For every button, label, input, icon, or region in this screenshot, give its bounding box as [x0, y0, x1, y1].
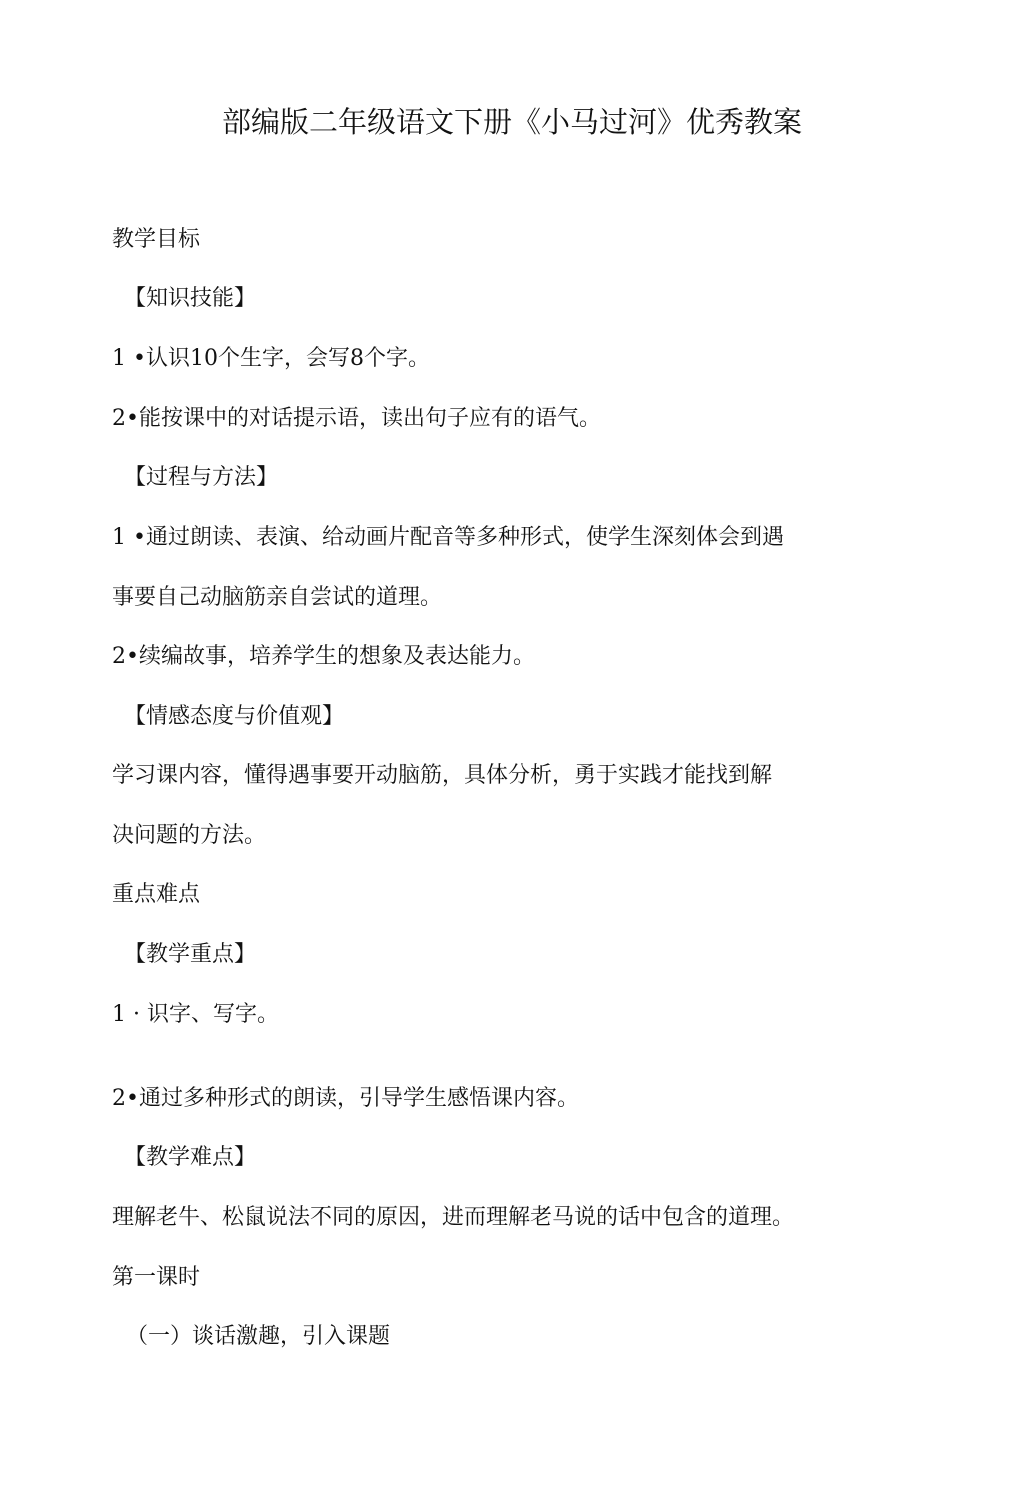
text-line: 2•通过多种形式的朗读，引导学生感悟课内容。 [112, 1086, 579, 1111]
text-line: 1 •认识10个生字，会写8个字。 [112, 346, 430, 371]
text-line: 理解老牛、松鼠说法不同的原因，进而理解老马说的话中包含的道理。 [112, 1205, 795, 1230]
text-line: 学习课内容，懂得遇事要开动脑筋，具体分析，勇于实践才能找到解 [112, 763, 773, 788]
text-line: 1 •通过朗读、表演、给动画片配音等多种形式，使学生深刻体会到遇 [112, 525, 784, 550]
subheading-teaching-difficulty: 【教学难点】 [124, 1145, 257, 1170]
document-title: 部编版二年级语文下册《小马过河》优秀教案 [221, 105, 802, 139]
section-heading-first-lesson: 第一课时 [112, 1265, 201, 1290]
section-heading-teaching-goals: 教学目标 [112, 227, 201, 252]
subheading-process-method: 【过程与方法】 [124, 465, 279, 490]
text-line: 2•能按课中的对话提示语，读出句子应有的语气。 [112, 406, 601, 431]
text-line: 2•续编故事，培养学生的想象及表达能力。 [112, 644, 535, 669]
text-line: 决问题的方法。 [112, 823, 267, 848]
subheading-introduction: （一）谈话激趣，引入课题 [126, 1324, 391, 1349]
subheading-teaching-focus: 【教学重点】 [124, 942, 257, 967]
section-heading-key-difficult-points: 重点难点 [112, 882, 201, 907]
subheading-emotion-values: 【情感态度与价值观】 [124, 704, 345, 729]
text-line: 事要自己动脑筋亲自尝试的道理。 [112, 585, 443, 610]
subheading-knowledge-skills: 【知识技能】 [124, 286, 257, 311]
text-line: 1 · 识字、写字。 [112, 1002, 279, 1027]
